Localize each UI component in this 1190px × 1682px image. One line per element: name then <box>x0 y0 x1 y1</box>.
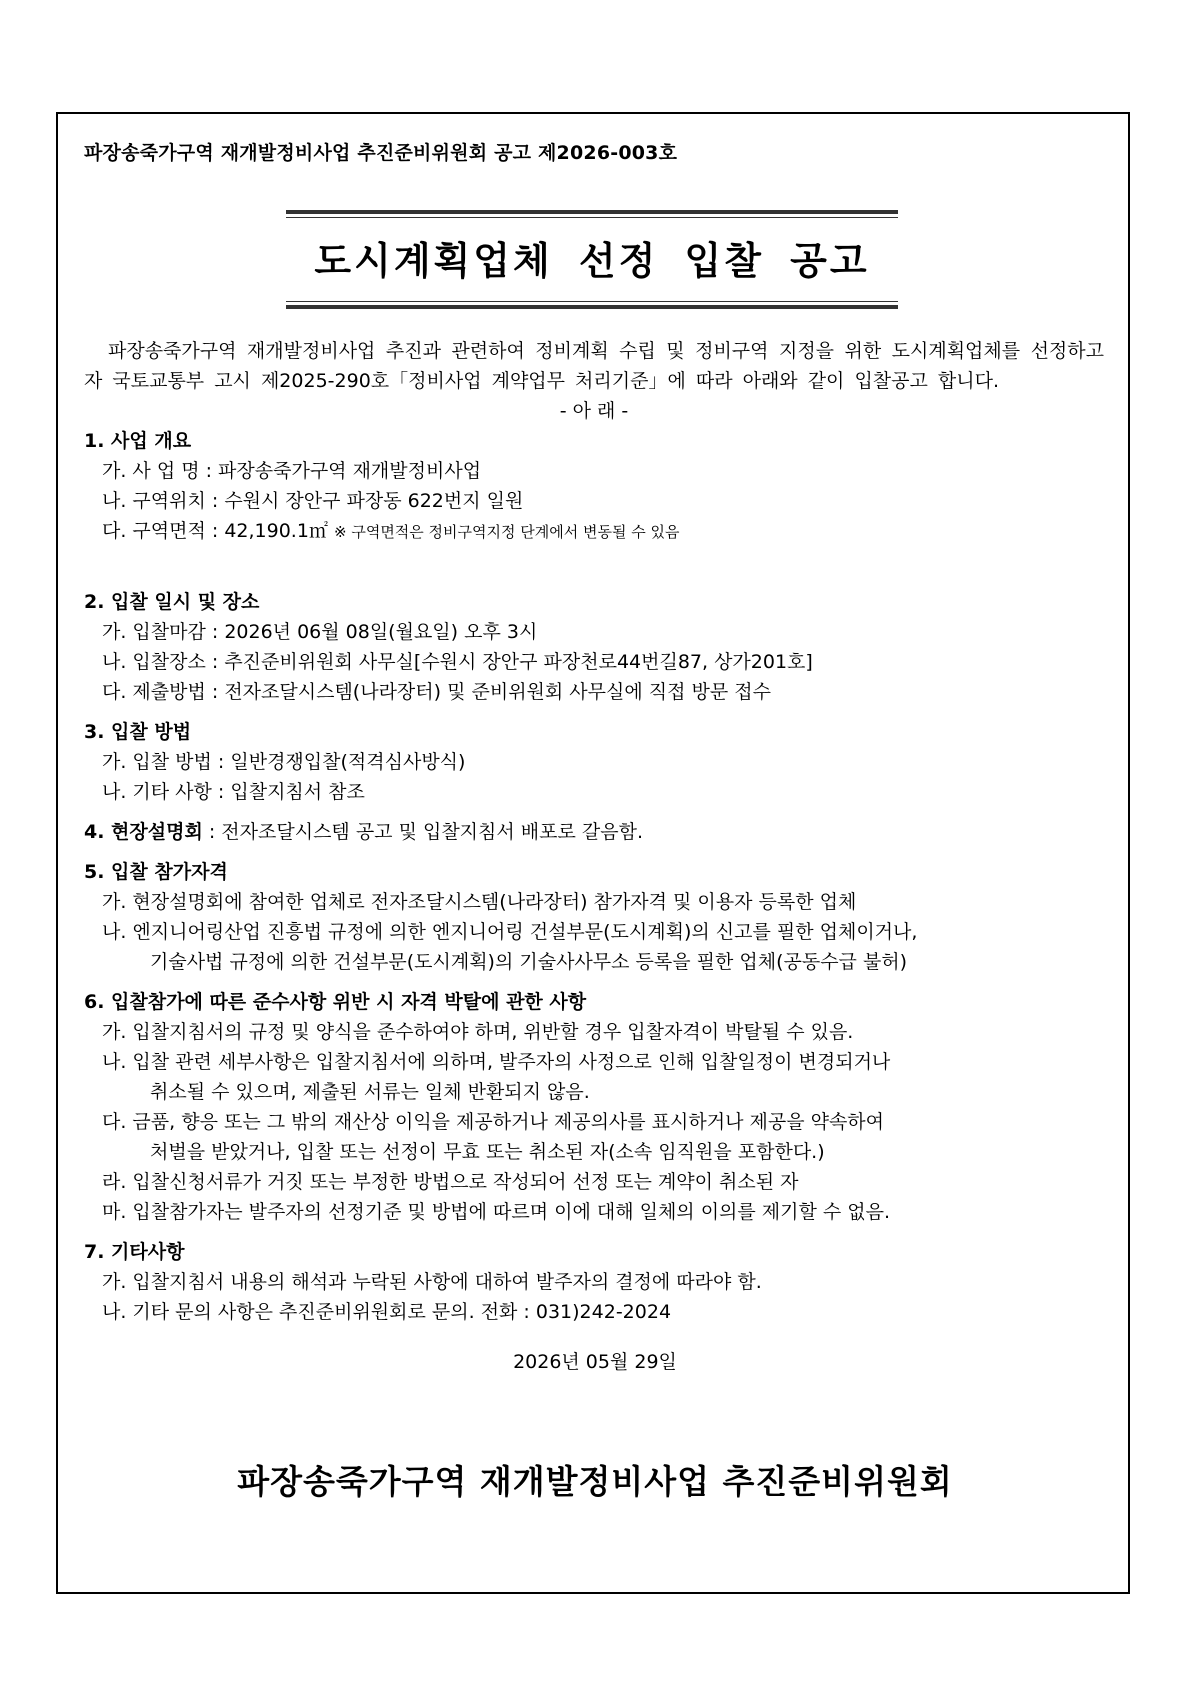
section-2-heading: 2. 입찰 일시 및 장소 <box>84 591 260 613</box>
area-note: ※ 구역면적은 정비구역지정 단계에서 변동될 수 있음 <box>334 523 680 541</box>
title-rule-top <box>286 210 898 218</box>
section-6-heading: 6. 입찰참가에 따른 준수사항 위반 시 자격 박탈에 관한 사항 <box>84 991 587 1013</box>
section-7-item: 가. 입찰지침서 내용의 해석과 누락된 사항에 대하여 발주자의 결정에 따라야 함. <box>102 1271 762 1293</box>
spacer <box>84 977 1104 987</box>
section-6-item-continuation: 처벌을 받았거나, 입찰 또는 선정이 무효 또는 취소된 자(소속 임직원을 포함한다.) <box>150 1141 825 1163</box>
section-3-heading: 3. 입찰 방법 <box>84 721 192 743</box>
section-6-item: 라. 입찰신청서류가 거짓 또는 부정한 방법으로 작성되어 선정 또는 계약이 취소된 자 <box>102 1171 799 1193</box>
spacer <box>84 577 1104 587</box>
area-text: 다. 구역면적 : 42,190.1㎡ <box>102 520 328 542</box>
document-body <box>84 336 1104 1327</box>
section-4-text: : 전자조달시스템 공고 및 입찰지침서 배포로 갈음함. <box>202 821 643 843</box>
section-6-item: 가. 입찰지침서의 규정 및 양식을 준수하여야 하며, 위반할 경우 입찰자격이 박탈될 수 있음. <box>102 1021 854 1043</box>
spacer <box>84 807 1104 817</box>
spacer <box>84 707 1104 717</box>
section-5-heading: 5. 입찰 참가자격 <box>84 861 228 883</box>
notice-number: 파장송죽가구역 재개발정비사업 추진준비위원회 공고 제2026-003호 <box>84 142 678 164</box>
section-5-item-continuation: 기술사법 규정에 의한 건설부문(도시계획)의 기술사사무소 등록을 필한 업체(공동수급 불허) <box>150 951 908 973</box>
section-7-heading: 7. 기타사항 <box>84 1241 185 1263</box>
center-mark: - 아 래 - <box>559 400 629 422</box>
section-2-item: 가. 입찰마감 : 2026년 06월 08일(월요일) 오후 3시 <box>102 621 538 643</box>
title-block <box>286 210 898 309</box>
section-3-item: 나. 기타 사항 : 입찰지침서 참조 <box>102 781 365 803</box>
section-2-item: 나. 입찰장소 : 추진준비위원회 사무실[수원시 장안구 파장천로44번길87, 상가201호] <box>102 651 813 673</box>
section-2-item: 다. 제출방법 : 전자조달시스템(나라장터) 및 준비위원회 사무실에 직접 방문 접수 <box>102 681 771 703</box>
section-5-item: 가. 현장설명회에 참여한 업체로 전자조달시스템(나라장터) 참가자격 및 이용자 등록한 업체 <box>102 891 857 913</box>
spacer <box>84 547 1104 577</box>
section-6-item: 다. 금품, 향응 또는 그 밖의 재산상 이익을 제공하거나 제공의사를 표시하거나 제공을 약속하여 <box>102 1111 885 1133</box>
section-6-item: 마. 입찰참가자는 발주자의 선정기준 및 방법에 따르며 이에 대해 일체의 이의를 제기할 수 없음. <box>102 1201 891 1223</box>
spacer <box>84 1227 1104 1237</box>
section-3-item: 가. 입찰 방법 : 일반경쟁입찰(적격심사방식) <box>102 751 466 773</box>
section-4-heading: 4. 현장설명회 <box>84 821 203 843</box>
issuing-organization: 파장송죽가구역 재개발정비사업 추진준비위원회 <box>237 1462 953 1501</box>
intro-paragraph: 파장송죽가구역 재개발정비사업 추진과 관련하여 정비계획 수립 및 정비구역 지정을 위한 도시계획업체를 선정하고자 국토교통부 고시 제2025-290호「정비사업 계약업무 처리기준」에 따라 아래와 같이 입찰공고 합니다. <box>84 340 1104 392</box>
section-1-heading: 1. 사업 개요 <box>84 430 192 452</box>
section-5-item: 나. 엔지니어링산업 진흥법 규정에 의한 엔지니어링 건설부문(도시계획)의 신고를 필한 업체이거나, <box>102 921 918 943</box>
section-1-item: 가. 사 업 명 : 파장송죽가구역 재개발정비사업 <box>102 460 482 482</box>
notice-date: 2026년 05월 29일 <box>513 1351 677 1373</box>
spacer <box>84 847 1104 857</box>
title-rule-bottom <box>286 301 898 309</box>
document-title: 도시계획업체 선정 입찰 공고 <box>314 239 870 283</box>
section-1-item <box>84 516 1104 547</box>
section-6-item-continuation: 취소될 수 있으며, 제출된 서류는 일체 반환되지 않음. <box>150 1081 590 1103</box>
section-6-item: 나. 입찰 관련 세부사항은 입찰지침서에 의하며, 발주자의 사정으로 인해 입찰일정이 변경되거나 <box>102 1051 891 1073</box>
section-7-item: 나. 기타 문의 사항은 추진준비위원회로 문의. 전화 : 031)242-2024 <box>102 1301 672 1323</box>
section-4 <box>84 817 1104 847</box>
section-1-item: 나. 구역위치 : 수원시 장안구 파장동 622번지 일원 <box>102 490 524 512</box>
